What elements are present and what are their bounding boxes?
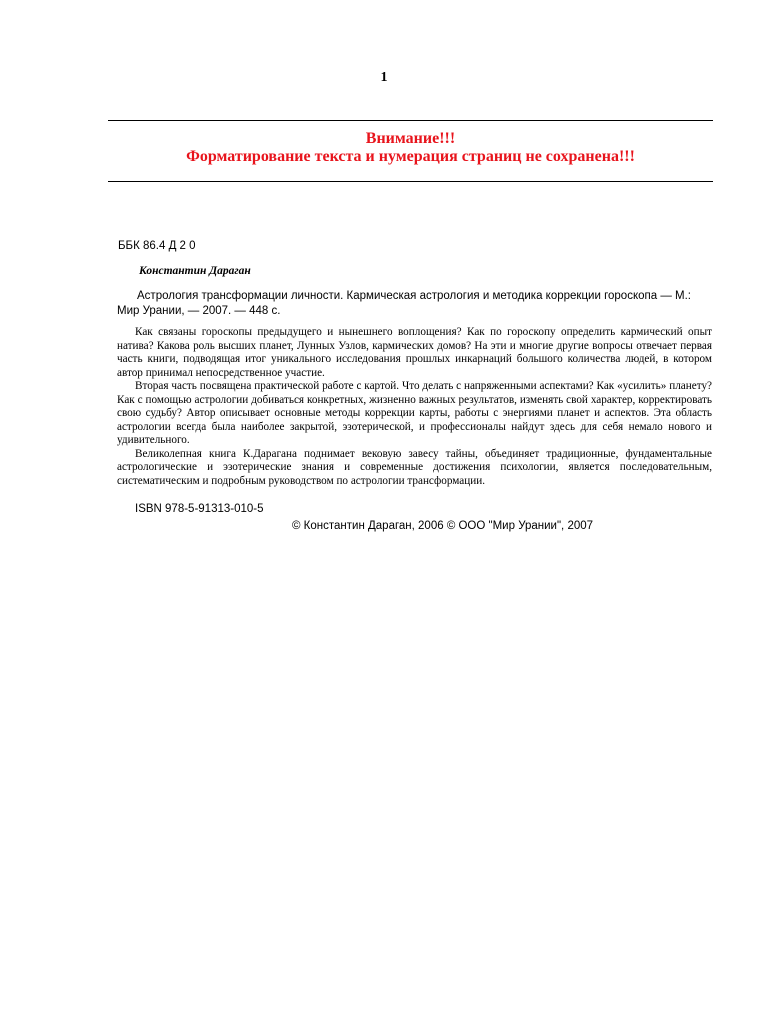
annotation-paragraph: Как связаны гороскопы предыдущего и нынешнего воплощения? Как по гороскопу определить кармический опыт натива? Какова роль высших планет, Лунных Узлов, кармических домов? На эти и многие другие вопросы отвечает первая часть книги, подводящая итог уникального исследования прошлых инкарнаций большого количества людей, в котором автор принимал непосредственное участие. xyxy=(117,326,712,379)
warning-message: Форматирование текста и нумерация страниц не сохранена!!! xyxy=(186,148,635,165)
annotation-text xyxy=(117,326,712,488)
author-name: Константин Дараган xyxy=(139,265,251,277)
annotation-paragraph: Великолепная книга К.Дарагана поднимает вековую завесу тайны, объединяет традиционные, фундаментальные астрологические и эзотерические знания и современные достижения психологии, является последовательным, систематическим и подробным руководством по астрологии трансформации. xyxy=(117,447,712,487)
bbk-code: ББК 86.4 Д 2 0 xyxy=(118,240,196,252)
isbn: ISBN 978-5-91313-010-5 xyxy=(135,503,264,515)
formatting-warning xyxy=(108,130,713,166)
annotation-paragraph: Вторая часть посвящена практической работе с картой. Что делать с напряженными аспектами? Как «усилить» планету? Как с помощью астрологии добиваться конкретных, жизненно важных результатов, изменять свой характер, корректировать свою судьбу? Автор описывает основные методы коррекции карты, работы с энергиями планет и аспектов. Эта область астрологии всегда была наиболее закрытой, эзотерической, и профессионалы найдут здесь для себя немало нового и удивительного. xyxy=(117,380,712,446)
copyright-notice: © Константин Дараган, 2006 © ООО "Мир Урании", 2007 xyxy=(292,520,594,532)
bottom-divider xyxy=(108,181,713,182)
book-citation: Астрология трансформации личности. Кармическая астрология и методика коррекции гороскопа — М.: Мир Урании, — 2007. — 448 с. xyxy=(117,290,691,317)
page-number: 1 xyxy=(380,70,388,85)
top-divider xyxy=(108,120,713,121)
warning-title: Внимание!!! xyxy=(365,130,456,147)
